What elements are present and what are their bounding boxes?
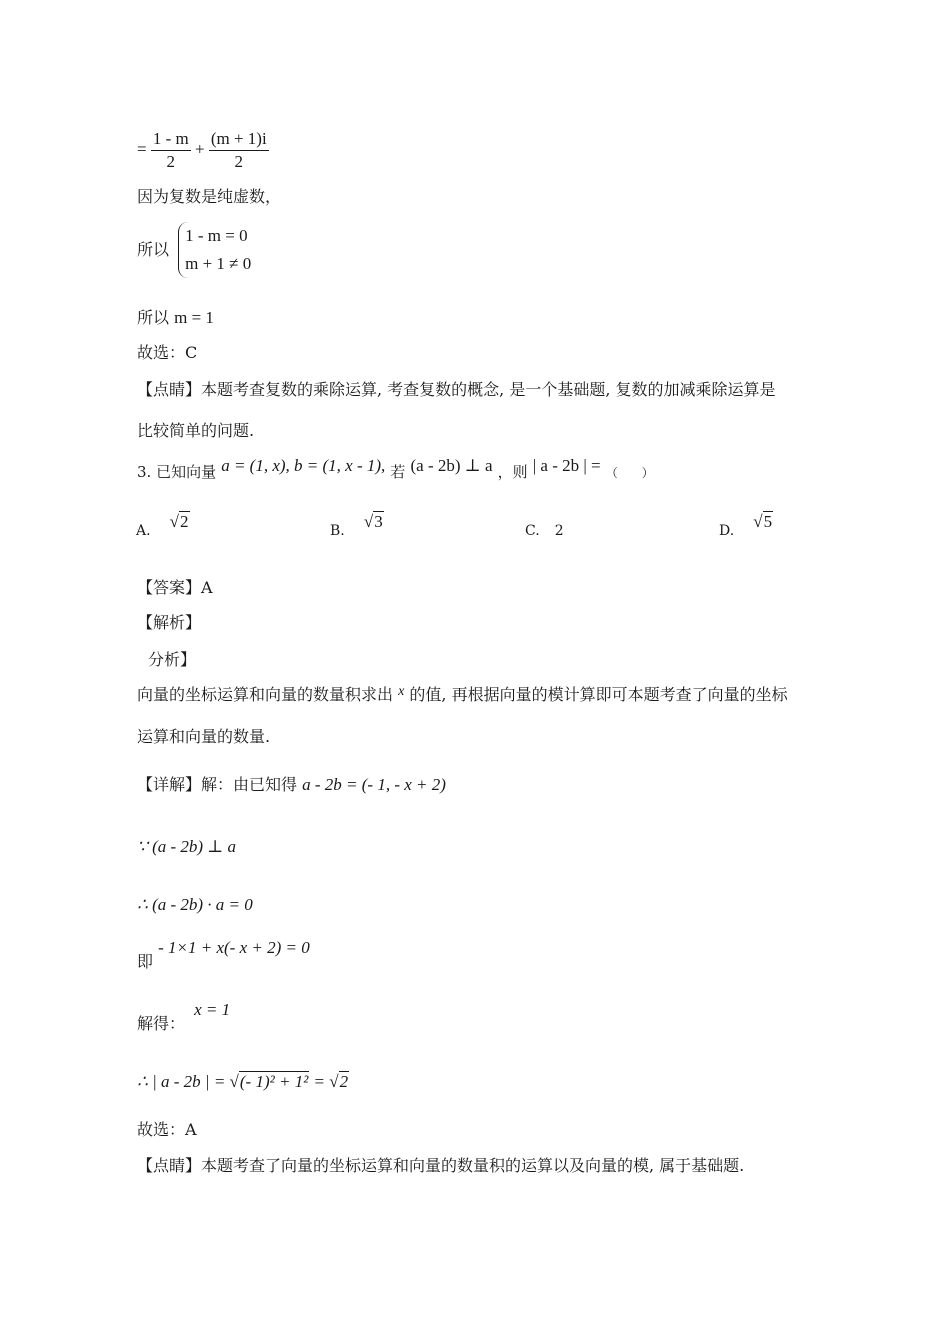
- comment-line: 【点睛】本题考查复数的乘除运算, 考查复数的概念, 是一个基础题, 复数的加减乘除运算是: [137, 380, 776, 399]
- plus-sign: +: [194, 139, 205, 159]
- analysis-line-2: 运算和向量的数量.: [137, 727, 271, 746]
- analysis-heading: 【解析】: [137, 613, 202, 632]
- therefore-line: ∴ (a - 2b) · a = 0: [137, 895, 253, 914]
- detail-line: 【详解】解：由已知得 a - 2b = (- 1, - x + 2): [137, 775, 446, 794]
- analysis-line-1: 向量的坐标运算和向量的数量积求出 x 的值, 再根据向量的模计算即可本题考查了向量的坐标: [137, 684, 788, 704]
- analysis-subheading: 分析】: [148, 650, 197, 669]
- choice-line: 故选：C: [137, 343, 198, 362]
- fraction-1: $\frac{1 - m}{2}$: [152, 129, 189, 171]
- final-comment-line: 【点睛】本题考查了向量的坐标运算和向量的数量积的运算以及向量的模, 属于基础题.: [137, 1156, 745, 1175]
- answer-line: 【答案】A: [137, 578, 213, 597]
- sqrt-symbol: √5: [753, 512, 773, 531]
- sqrt-symbol: √2: [329, 1072, 349, 1091]
- option-c: C. 2: [525, 523, 564, 539]
- system-line: 所以 1 - m = 0 m + 1 ≠ 0: [137, 222, 251, 278]
- option-b: B. √3: [330, 512, 383, 539]
- option-a: A. √2: [136, 512, 189, 539]
- expression-line: [137, 128, 269, 173]
- equals-sign: =: [137, 139, 147, 159]
- fraction-2: $\frac{(m + 1)i}{2}$: [210, 129, 267, 171]
- option-d: D. √5: [719, 512, 773, 539]
- ji-line: 即 - 1×1 + x(- x + 2) = 0: [137, 938, 310, 971]
- jiede-line: 解得： x = 1: [137, 1000, 231, 1033]
- text-line: 因为复数是纯虚数，: [137, 187, 282, 206]
- because-line: ∵ (a - 2b) ⊥ a: [137, 837, 237, 856]
- question-3: 3. 已知向量 a = (1, x), b = (1, x - 1), 若 (a - 2b) ⊥ a ，则 | a - 2b | = （ ）: [137, 456, 654, 481]
- sqrt-symbol: √2: [169, 512, 189, 531]
- sqrt-symbol: √(- 1)² + 1²: [229, 1072, 309, 1091]
- sqrt-symbol: √3: [363, 512, 383, 531]
- comment-line-2: 比较简单的问题.: [137, 421, 255, 440]
- final-line: ∴ | a - 2b | = √(- 1)² + 1² = √2: [137, 1072, 349, 1091]
- choose-line: 故选：A: [137, 1120, 197, 1139]
- result-line: 所以 m = 1: [137, 308, 214, 327]
- equation-system: 1 - m = 0 m + 1 ≠ 0: [178, 222, 251, 278]
